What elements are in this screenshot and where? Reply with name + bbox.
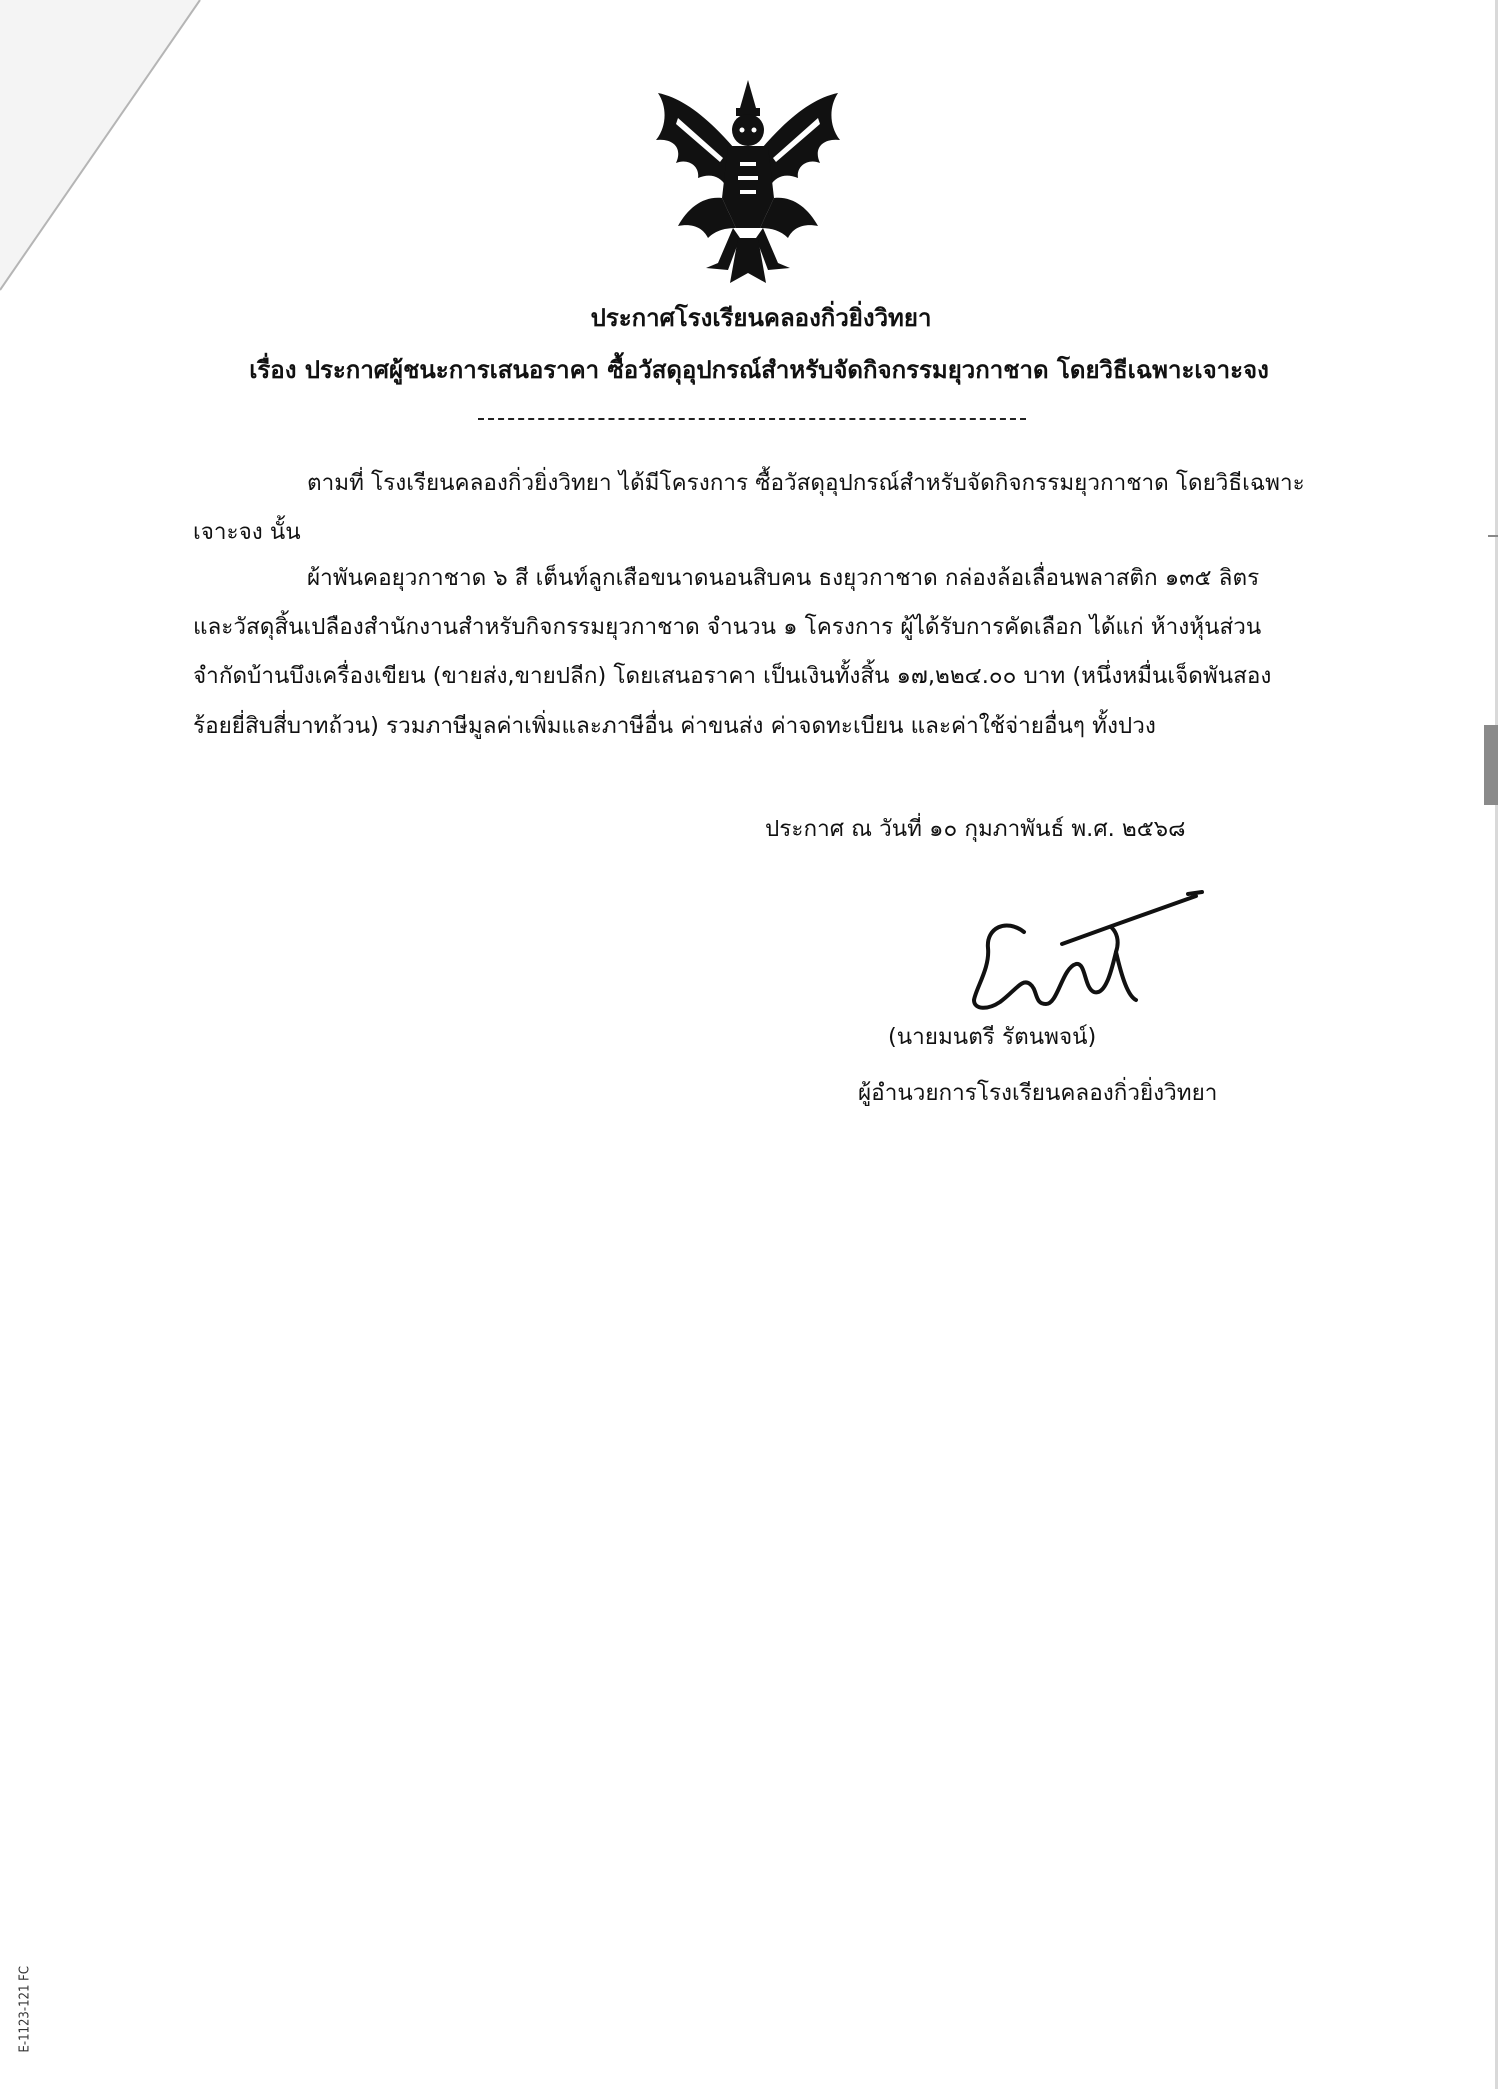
paragraph-2-line-3: จำกัดบ้านบึงเครื่องเขียน (ขายส่ง,ขายปลีก) โดยเสนอราคา เป็นเงินทั้งสิ้น ๑๗,๒๒๔.๐๐ บาท (หนึ่งหมื่นเจ็ดพันสอง xyxy=(193,663,1272,689)
scan-corner-fold xyxy=(0,0,230,300)
paragraph-1-line-2: เจาะจง นั้น xyxy=(193,519,301,545)
form-code: E-1123-121 FC xyxy=(17,1965,33,2053)
signer-name: (นายมนตรี รัตนพจน์) xyxy=(888,1024,1097,1050)
paragraph-2-line-4: ร้อยยี่สิบสี่บาทถ้วน) รวมภาษีมูลค่าเพิ่มและภาษีอื่น ค่าขนส่ง ค่าจดทะเบียน และค่าใช้จ่ายอื่นๆ ทั้งปวง xyxy=(193,713,1156,739)
signer-position: ผู้อำนวยการโรงเรียนคลองกิ่วยิ่งวิทยา xyxy=(858,1080,1218,1106)
paragraph-1-line-1: ตามที่ โรงเรียนคลองกิ่วยิ่งวิทยา ได้มีโครงการ ซื้อวัสดุอุปกรณ์สำหรับจัดกิจกรรมยุวกาชาด โดยวิธีเฉพาะ xyxy=(307,470,1305,496)
announcement-subject: เรื่อง ประกาศผู้ชนะการเสนอราคา ซื้อวัสดุอุปกรณ์สำหรับจัดกิจกรรมยุวกาชาด โดยวิธีเฉพาะเจาะจง xyxy=(249,356,1269,384)
announcement-title: ประกาศโรงเรียนคลองกิ่วยิ่งวิทยา xyxy=(590,304,932,332)
scan-edge-mark xyxy=(1484,725,1498,805)
garuda-emblem-icon xyxy=(648,78,848,288)
announcement-date: ประกาศ ณ วันที่ ๑๐ กุมภาพันธ์ พ.ศ. ๒๕๖๘ xyxy=(765,816,1186,842)
handwritten-signature xyxy=(966,888,1206,1018)
paragraph-2-line-1: ผ้าพันคอยุวกาชาด ๖ สี เต็นท์ลูกเสือขนาดนอนสิบคน ธงยุวกาชาด กล่องล้อเลื่อนพลาสติก ๑๓๕ ลิตร xyxy=(307,565,1260,591)
scan-edge-tick xyxy=(1488,535,1498,537)
paragraph-2-line-2: และวัสดุสิ้นเปลืองสำนักงานสำหรับกิจกรรมยุวกาชาด จำนวน ๑ โครงการ ผู้ได้รับการคัดเลือก ได้แก่ ห้างหุ้นส่วน xyxy=(193,614,1262,640)
title-divider xyxy=(478,418,1026,420)
